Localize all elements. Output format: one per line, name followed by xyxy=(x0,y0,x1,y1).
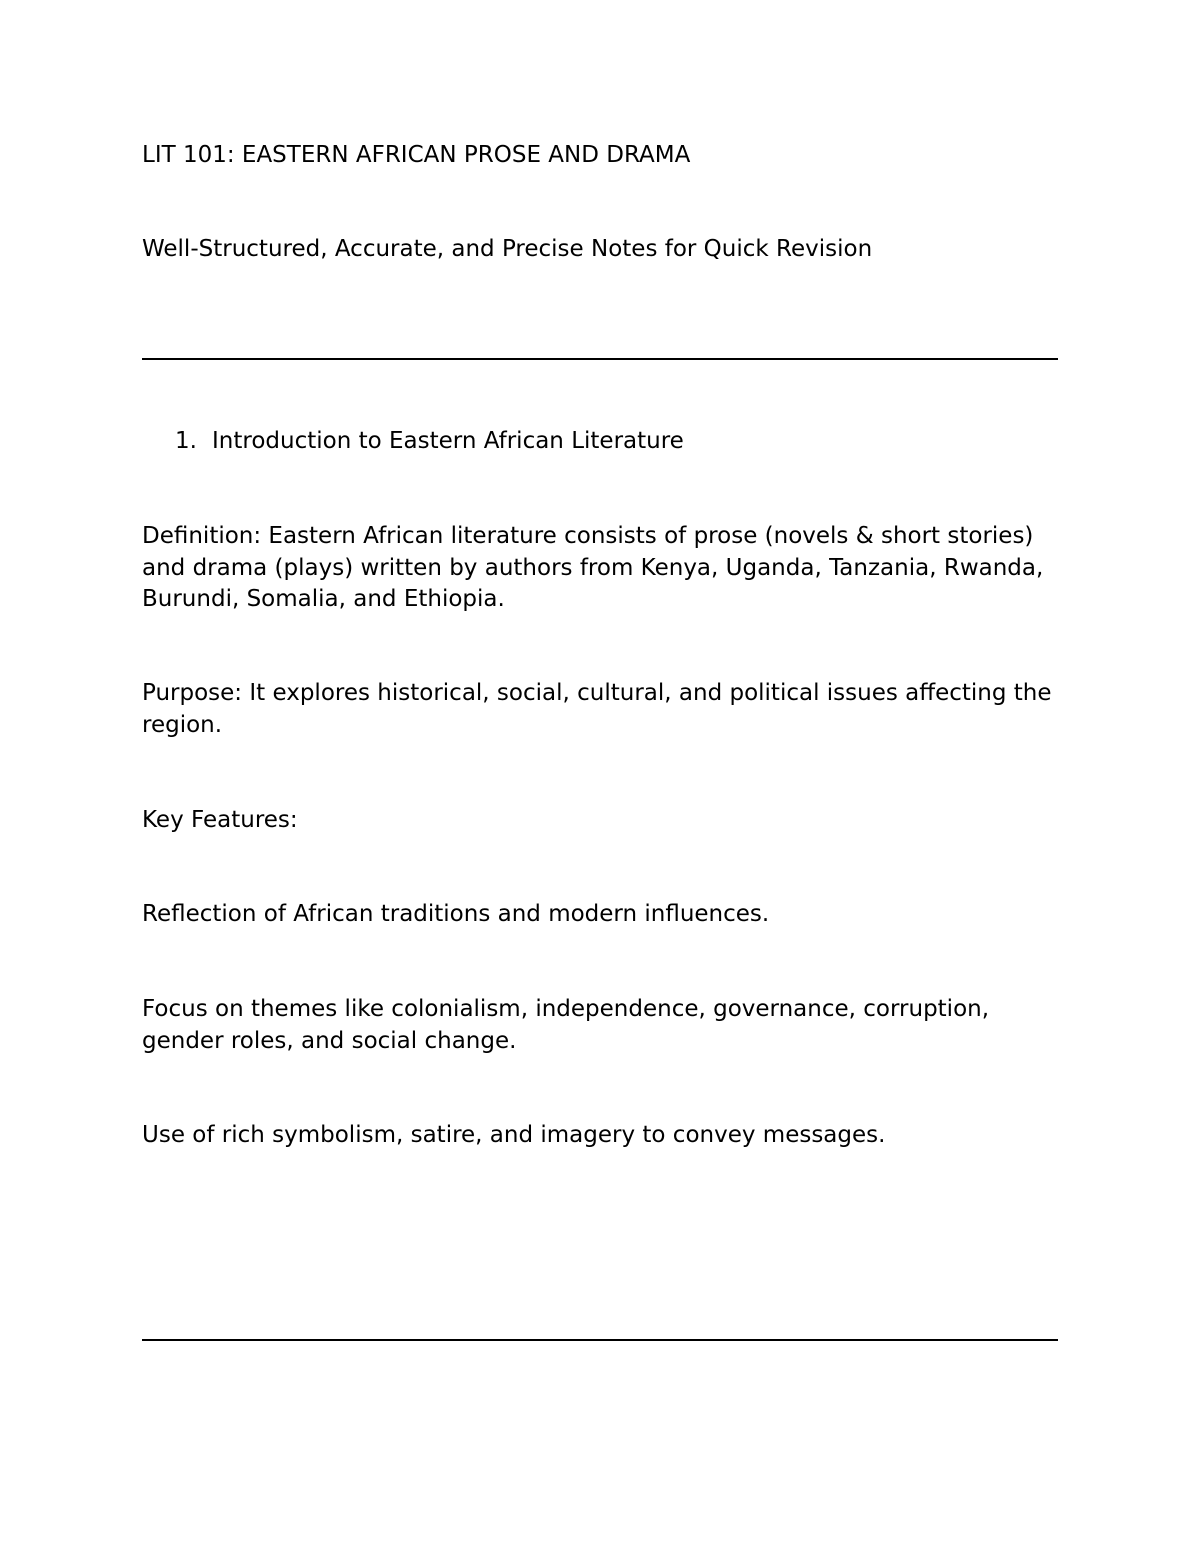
section-number: 1. xyxy=(175,428,197,454)
horizontal-divider-bottom xyxy=(142,1339,1058,1341)
document-title: LIT 101: EASTERN AFRICAN PROSE AND DRAMA xyxy=(142,142,691,168)
purpose-paragraph: Purpose: It explores historical, social, cultural, and political issues affecting the region. xyxy=(142,680,1052,738)
definition-paragraph: Definition: Eastern African literature consists of prose (novels & short stories) and drama (plays) written by authors from Kenya, Uganda, Tanzania, Rwanda, Burundi, Somalia, and Ethiopia. xyxy=(142,523,1044,612)
document-subtitle: Well-Structured, Accurate, and Precise Notes for Quick Revision xyxy=(142,236,873,262)
feature-item-symbolism: Use of rich symbolism, satire, and imagery to convey messages. xyxy=(142,1122,886,1148)
feature-item-themes: Focus on themes like colonialism, independence, governance, corruption, gender roles, and social change. xyxy=(142,996,990,1054)
key-features-heading: Key Features: xyxy=(142,807,298,833)
feature-item-traditions: Reflection of African traditions and modern influences. xyxy=(142,901,770,927)
section-heading: Introduction to Eastern African Literature xyxy=(212,428,684,454)
horizontal-divider-top xyxy=(142,358,1058,360)
